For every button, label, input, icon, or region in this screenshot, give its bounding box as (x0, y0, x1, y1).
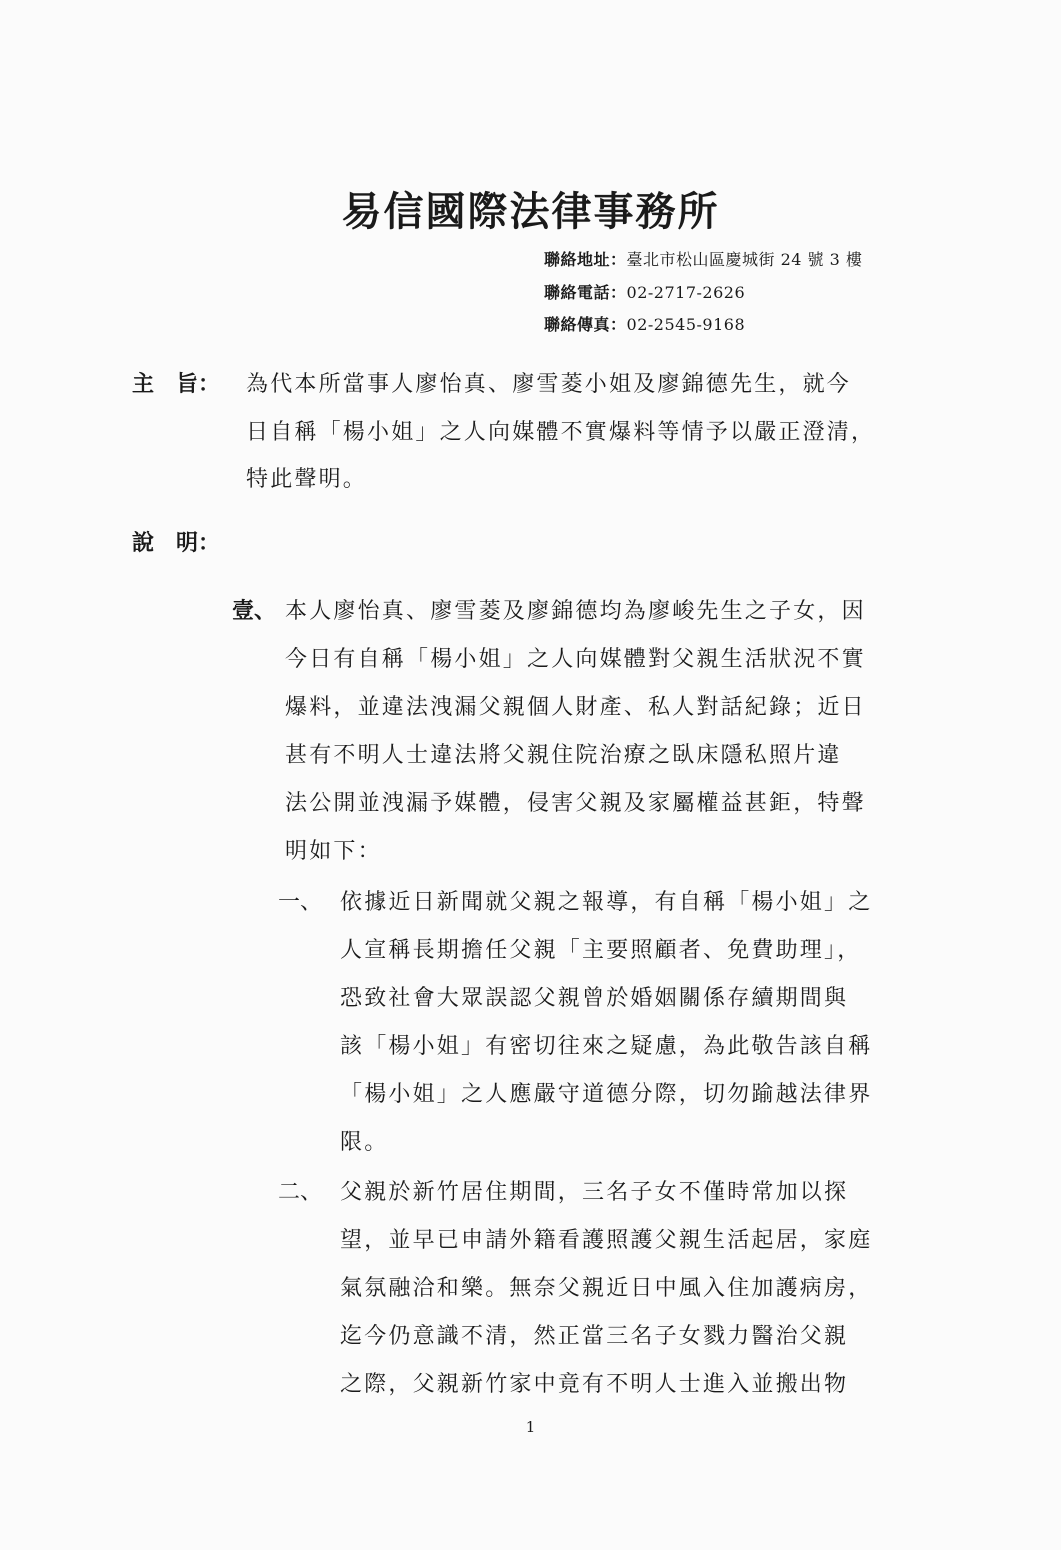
section-one-line: 甚有不明人士違法將父親住院治療之臥床隱私照片違 (285, 743, 842, 768)
firm-name: 易信國際法律事務所 (341, 188, 720, 235)
page-number: 1 (525, 1418, 536, 1436)
item-one-line: 恐致社會大眾誤認父親曾於婚姻關係存續期間與 (340, 986, 849, 1011)
address-value: 臺北市松山區慶城街 24 號 3 樓 (626, 250, 863, 269)
item-two-line: 迄今仍意識不清，然正當三名子女戮力醫治父親 (340, 1324, 849, 1349)
subject-line: 日自稱「楊小姐」之人向媒體不實爆料等情予以嚴正澄清， (246, 420, 876, 445)
section-one-line: 本人廖怡真、廖雪菱及廖錦德均為廖峻先生之子女，因 (285, 599, 866, 624)
item-one-line: 該「楊小姐」有密切往來之疑慮，為此敬告該自稱 (340, 1034, 873, 1059)
item-one-line: 限。 (340, 1130, 389, 1155)
subject-label: 主 旨： (132, 371, 221, 397)
item-one-line: 人宣稱長期擔任父親「主要照顧者、免費助理」， (340, 938, 862, 963)
section-one-line: 明如下： (285, 839, 382, 864)
section-one-line: 今日有自稱「楊小姐」之人向媒體對父親生活狀況不實 (285, 647, 866, 672)
item-two-line: 望，並早已申請外籍看護照護父親生活起居，家庭 (340, 1228, 873, 1253)
item-two-line: 氣氛融洽和樂。無奈父親近日中風入住加護病房， (340, 1276, 873, 1301)
subject-line: 為代本所當事人廖怡真、廖雪菱小姐及廖錦德先生，就今 (246, 372, 852, 397)
phone-value: 02-2717-2626 (626, 283, 746, 302)
section-one-line: 法公開並洩漏予媒體，侵害父親及家屬權益甚鉅，特聲 (285, 791, 866, 816)
contact-phone (544, 280, 745, 303)
explanation-label: 說 明： (132, 530, 221, 556)
section-one-line: 爆料，並違法洩漏父親個人財產、私人對話紀錄；近日 (285, 695, 866, 720)
contact-address (544, 247, 862, 270)
fax-value: 02-2545-9168 (626, 315, 746, 334)
item-two-line: 之際，父親新竹家中竟有不明人士進入並搬出物 (340, 1372, 849, 1397)
item-one-marker: 一、 (278, 890, 323, 915)
item-one-line: 依據近日新聞就父親之報導，有自稱「楊小姐」之 (340, 890, 873, 915)
subject-line: 特此聲明。 (246, 467, 368, 492)
phone-label: 聯絡電話： (544, 283, 627, 302)
item-two-marker: 二、 (278, 1180, 323, 1205)
contact-fax (544, 312, 745, 335)
item-two-line: 父親於新竹居住期間，三名子女不僅時常加以探 (340, 1180, 849, 1205)
section-one-marker: 壹、 (232, 598, 277, 624)
fax-label: 聯絡傳真： (544, 315, 627, 334)
address-label: 聯絡地址： (544, 250, 627, 269)
item-one-line: 「楊小姐」之人應嚴守道德分際，切勿踰越法律界 (340, 1082, 873, 1107)
